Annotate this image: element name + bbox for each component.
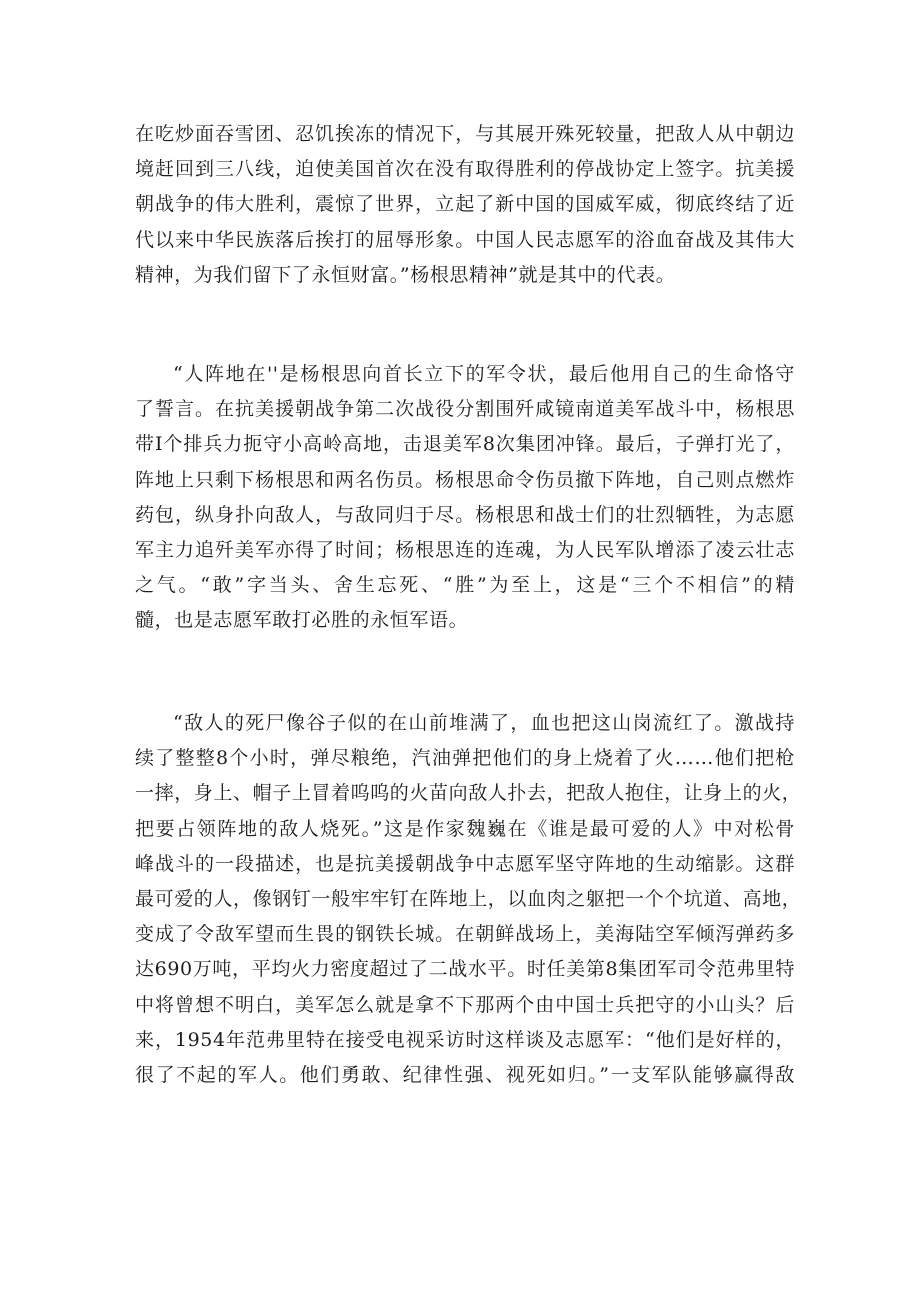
paragraph-line: 药包，纵身扑向敌人，与敌同归于尽。杨根思和战士们的壮烈牺牲，为志愿 (135, 503, 795, 526)
paragraph-line: 把要占领阵地的敌人烧死。”这是作家魏巍在《谁是最可爱的人》中对松骨 (135, 817, 795, 840)
paragraph-line: 中将曾想不明白，美军怎么就是拿不下那两个由中国士兵把守的小山头？后 (135, 993, 795, 1016)
paragraph-line: 来，1954年范弗里特在接受电视采访时这样谈及志愿军：“他们是好样的， (135, 1028, 795, 1051)
paragraph-line: 最可爱的人，像钢钉一般牢牢钉在阵地上，以血肉之躯把一个个坑道、高地， (135, 887, 802, 910)
paragraph-line: 阵地上只剩下杨根思和两名伤员。杨根思命令伤员撤下阵地，自己则点燃炸 (135, 468, 795, 491)
paragraph-line: 峰战斗的一段描述，也是抗美援朝战争中志愿军坚守阵地的生动缩影。这群 (135, 852, 795, 875)
paragraph-line: 变成了令敌军望而生畏的钢铁长城。在朝鲜战场上，美海陆空军倾泻弹药多 (135, 923, 795, 946)
paragraph-1 (135, 117, 795, 293)
paragraph-line: 之气。“敢”字当头、舍生忘死、“胜”为至上，这是“三个不相信”的精 (135, 574, 795, 597)
paragraph-line: 很了不起的军人。他们勇敢、纪律性强、视死如归。”一支军队能够赢得敌 (135, 1063, 795, 1086)
paragraph-line: 带I个排兵力扼守小高岭高地，击退美军8次集团冲锋。最后，子弹打光了， (135, 433, 795, 456)
paragraph-line: 朝战争的伟大胜利，震惊了世界，立起了新中国的国威军威，彻底终结了近 (135, 193, 795, 216)
paragraph-line: 在吃炒面吞雪团、忍饥挨冻的情况下，与其展开殊死较量，把敌人从中朝边 (135, 123, 795, 145)
paragraph-line: 军主力追歼美军亦得了时间；杨根思连的连魂，为人民军队增添了凌云壮志 (135, 538, 795, 561)
paragraph-line: 达690万吨，平均火力密度超过了二战水平。时任美第8集团军司令范弗里特 (135, 958, 795, 981)
paragraph-2 (135, 357, 795, 639)
paragraph-line: 代以来中华民族落后挨打的屈辱形象。中国人民志愿军的浴血奋战及其伟大 (135, 228, 795, 251)
paragraph-line: 髓，也是志愿军敢打必胜的永恒军语。 (135, 609, 469, 632)
paragraph-line: 一摔，身上、帽子上冒着呜呜的火苗向敌人扑去，把敌人抱住，让身上的火， (135, 782, 802, 805)
paragraph-line: 了誓言。在抗美援朝战争第二次战役分割围歼咸镜南道美军战斗中，杨根思 (135, 398, 795, 421)
paragraph-line: “敌人的死尸像谷子似的在山前堆满了，血也把这山岗流红了。激战持 (173, 712, 795, 734)
paragraph-line: 精神，为我们留下了永恒财富。”杨根思精神”就是其中的代表。 (135, 263, 676, 286)
paragraph-line: 境赶回到三八线，迫使美国首次在没有取得胜利的停战协定上签字。抗美援 (135, 158, 795, 181)
paragraph-line: 续了整整8个小时，弹尽粮绝，汽油弹把他们的身上烧着了火……他们把枪 (135, 747, 795, 770)
paragraph-line: “人阵地在''是杨根思向首长立下的军令状，最后他用自己的生命恪守 (173, 363, 795, 385)
paragraph-3 (135, 706, 802, 1093)
